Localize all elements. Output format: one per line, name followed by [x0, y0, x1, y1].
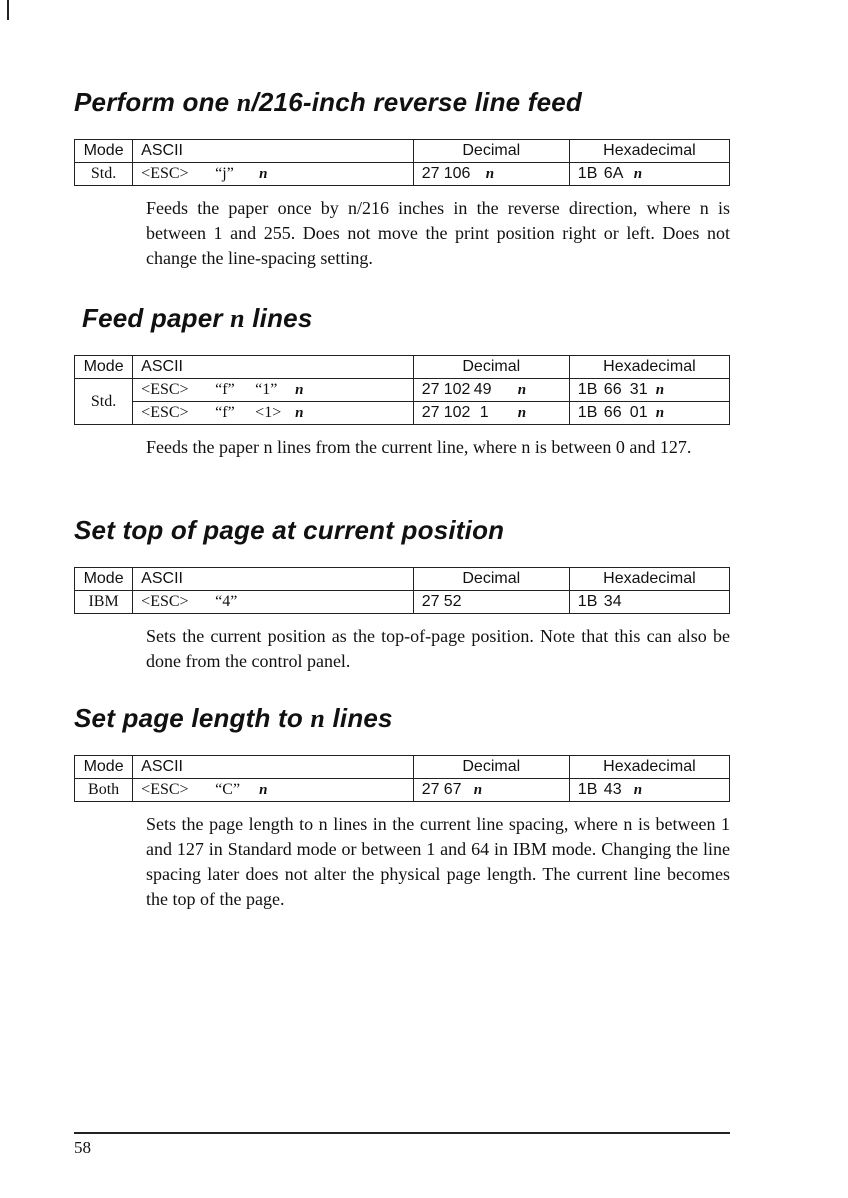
header-ascii: ASCII: [133, 756, 414, 779]
header-decimal: Decimal: [413, 756, 569, 779]
command-table: [74, 355, 730, 425]
mode-cell: Both: [75, 779, 133, 802]
page-edge-mark: [7, 0, 9, 20]
section-feed-paper-lines: [74, 302, 730, 460]
ascii-cell: <ESC> “j” n: [133, 163, 414, 186]
command-table: [74, 139, 730, 186]
section-description: Sets the current position as the top-of-page position. Note that this can also be done from the control panel.: [146, 626, 730, 671]
section-description: Sets the page length to n lines in the current line spacing, where n is between 1 and 127 in Standard mode or between 1 and 64 in IBM mode. Changing the line spacing later does not alter the physical page length. The current line becomes the top of the page.: [146, 814, 730, 909]
section-description: Feeds the paper n lines from the current line, where n is between 0 and 127.: [146, 437, 692, 457]
header-ascii: ASCII: [133, 140, 414, 163]
table-row: [75, 163, 730, 186]
ascii-cell: <ESC> “f” <1> n: [133, 402, 414, 425]
header-mode: Mode: [75, 568, 133, 591]
hex-cell: 1B 43 n: [569, 779, 729, 802]
decimal-cell: 27 102 49 n: [413, 379, 569, 402]
table-row: [75, 779, 730, 802]
table-row: [75, 591, 730, 614]
header-ascii: ASCII: [133, 356, 414, 379]
header-mode: Mode: [75, 756, 133, 779]
header-hex: Hexadecimal: [569, 356, 729, 379]
ascii-cell: <ESC> “C” n: [133, 779, 414, 802]
section-title: Set top of page at current position: [74, 515, 505, 545]
header-decimal: Decimal: [413, 356, 569, 379]
header-hex: Hexadecimal: [569, 140, 729, 163]
section-title: Perform one n/216-inch reverse line feed: [74, 87, 583, 117]
table-row: [75, 402, 730, 425]
header-decimal: Decimal: [413, 140, 569, 163]
header-hex: Hexadecimal: [569, 568, 729, 591]
header-ascii: ASCII: [133, 568, 414, 591]
page-number: 58: [74, 1138, 91, 1157]
hex-cell: 1B 66 31 n: [569, 379, 729, 402]
table-header-row: [75, 568, 730, 591]
decimal-cell: 27 102 1 n: [413, 402, 569, 425]
header-decimal: Decimal: [413, 568, 569, 591]
mode-cell: Std.: [75, 163, 133, 186]
mode-cell: IBM: [75, 591, 133, 614]
decimal-cell: 27 67 n: [413, 779, 569, 802]
table-header-row: [75, 756, 730, 779]
hex-cell: 1B 66 01 n: [569, 402, 729, 425]
ascii-cell: <ESC> “f” “1” n: [133, 379, 414, 402]
command-table: [74, 755, 730, 802]
header-hex: Hexadecimal: [569, 756, 729, 779]
table-header-row: [75, 356, 730, 379]
footer-rule: [74, 1132, 730, 1134]
table-row: [75, 379, 730, 402]
mode-cell: Std.: [75, 379, 133, 425]
table-header-row: [75, 140, 730, 163]
ascii-cell: <ESC> “4”: [133, 591, 414, 614]
header-mode: Mode: [75, 140, 133, 163]
hex-cell: 1B 6A n: [569, 163, 729, 186]
section-description: Feeds the paper once by n/216 inches in the reverse direction, where n is between 1 and 255. Does not move the print position right or left. Does not change the line-spacing setting.: [146, 198, 730, 268]
command-table: [74, 567, 730, 614]
decimal-cell: 27 106 n: [413, 163, 569, 186]
section-set-top-of-page: [74, 514, 730, 674]
header-mode: Mode: [75, 356, 133, 379]
section-title: Feed paper n lines: [82, 303, 313, 333]
section-title: Set page length to n lines: [74, 703, 393, 733]
section-set-page-length: [74, 702, 730, 912]
hex-cell: 1B 34: [569, 591, 729, 614]
section-reverse-line-feed: [74, 86, 730, 271]
decimal-cell: 27 52: [413, 591, 569, 614]
